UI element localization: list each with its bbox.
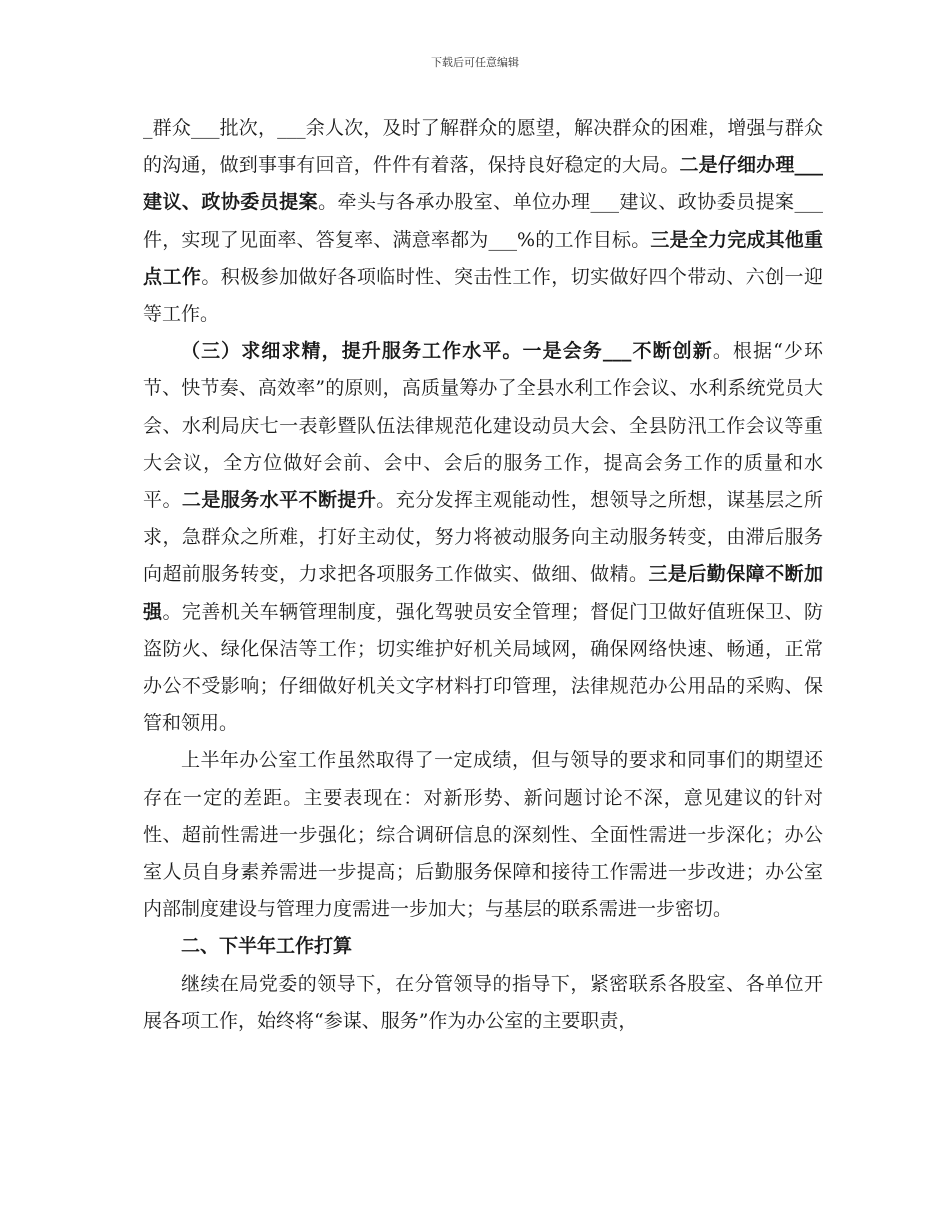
paragraph-5 <box>143 966 823 1040</box>
text-run: 上半年办公室工作虽然取得了一定成绩，但与领导的要求和同事们的期望还存在一定的差距。主要表现在：对新形势、新问题讨论不深，意见建议的针对性、超前性需进一步强化；综合调研信息的深刻性、全面性需进一步深化；办公室人员自身素养需进一步提高；后勤服务保障和接待工作需进一步改进；办公室内部制度建设与管理力度需进一步加大；与基层的联系需进一步密切。 <box>143 749 823 921</box>
paragraph-2 <box>143 333 823 742</box>
text-run: 。根据“少环节、快节奏、高效率”的原则，高质量筹办了全县水利工作会议、水利系统党员大会、水利局庆七一表彰暨队伍法律规范化建设动员大会、全县防汛工作会议等重大会议，全方位做好会前、会中、会后的服务工作，提高会务工作的质量和水平。 <box>143 340 823 512</box>
bold-text-run: 二是服务水平不断提升 <box>181 489 377 512</box>
text-run: _群众___批次，___余人次，及时了解群众的愿望，解决群众的困难，增强与群众的沟通，做到事事有回音，件件有着落，保持良好稳定的大局。 <box>143 117 823 177</box>
bold-text-run: 三是后勤保障不断加强 <box>143 563 823 623</box>
text-run: 。积极参加做好各项临时性、突击性工作，切实做好四个带动、六创一迎等工作。 <box>143 265 823 326</box>
page-header: 下载后可任意编辑 <box>431 56 519 69</box>
text-run: 。完善机关车辆管理制度，强化驾驶员安全管理；督促门卫做好值班保卫、防盗防火、绿化保洁等工作；切实维护好机关局域网，确保网络快速、畅通，正常办公不受影响；仔细做好机关文字材料打印管理，法律规范办公用品的采购、保管和领用。 <box>143 600 823 735</box>
text-run: 继续在局党委的领导下，在分管领导的指导下，紧密联系各股室、各单位开展各项工作，始终将“参谋、服务”作为办公室的主要职责， <box>143 972 823 1032</box>
text-run: 。牵头与各承办股室、单位办理___建议、政协委员提案___件，实现了见面率、答复率、满意率都为___%的工作目标。 <box>143 191 823 251</box>
paragraph-3 <box>143 742 823 928</box>
bold-text-run: 三是全力完成其他重点工作 <box>143 228 823 288</box>
section-heading <box>143 928 823 965</box>
bold-text-run: （三）求细求精，提升服务工作水平。一是会务___不断创新 <box>181 340 713 363</box>
bold-text-run: 二、下半年工作打算 <box>181 935 353 958</box>
text-run: 。充分发挥主观能动性，想领导之所想，谋基层之所求，急群众之所难，打好主动仗，努力将被动服务向主动服务转变，由滞后服务向超前服务转变，力求把各项服务工作做实、做细、做精。 <box>143 489 823 586</box>
paragraph-1 <box>143 110 823 333</box>
bold-text-run: 二是仔细办理___建议、政协委员提案 <box>143 154 823 214</box>
document-body <box>143 110 823 1040</box>
